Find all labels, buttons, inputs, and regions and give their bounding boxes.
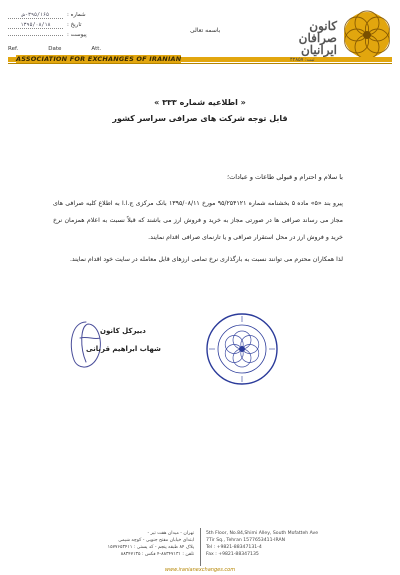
fa-address-line: پلاک ۸۴ طبقه پنجم - کد پستی : ۱۵۷۷۶۵۳۴۱۱ [107,545,194,550]
fa-address-line: تلفن : ۸۸۳۴۷۱۳۱-۴ فکس : ۸۸۳۴۷۱۳۵ [120,552,194,557]
notice-subtitle: قابل توجه شرکت های صرافی سراسر کشور [112,114,288,123]
notice-title: « اطلاعیه شماره ۳۳۳ » [154,98,246,107]
bismillah-text: باسمه تعالی [190,27,221,34]
registration-number: ثبت: ۴۲۸۵۷ [290,57,315,63]
fa-address-line: تهران - میدان هفت تیر - [147,531,194,536]
website-link[interactable]: www.iranianexchanges.com [164,567,236,573]
meta-attachment-label: پیوست : [67,32,87,38]
ref-date-att-row [8,46,101,52]
meta-date-label: تاریخ : [67,22,82,28]
letter-footer [0,528,400,575]
en-address-line: 7Tir Sq., Tehran 1577653411-IRAN [206,538,286,543]
association-logo [262,10,392,60]
date-label: Date [48,46,62,52]
persian-address [44,530,194,558]
meta-date-row [8,20,128,30]
meta-date-value: ۱۳۹۵/۰۸/۱۸ [8,22,63,29]
bar-underline [8,63,392,64]
logo-line-2: صرافان [298,31,337,45]
footer-divider [200,528,201,566]
en-address-line: 5th Floor, No.84,Shimi Alley, South Mofatteh Ave [206,531,319,536]
meta-attachment-value [8,35,63,36]
logo-line-3: ایرانیان [300,43,337,57]
meta-number-value: ۳۹۵/۱۶۵-ش [8,12,63,19]
logo-line-1: کانون [309,19,337,33]
fa-address-line: ابتدای خیابان مفتح جنوبی - کوچه شیمی [118,538,194,543]
signatory-name: شهاب ابراهیم قربانی [86,345,161,353]
association-seal-icon [205,312,279,386]
signatory-title: دبیرکل کانون [100,327,146,335]
en-address-line: Tel : +9821-88347131-4 [206,545,262,550]
english-address [206,530,356,558]
logo-text [299,20,337,56]
salutation: با سلام و احترام و قبولی طاعات و عبادات؛ [227,173,343,181]
association-english-name: ASSOCIATION FOR EXCHANGES OF IRANIAN [16,55,182,63]
en-address-line: Fax : +9821-88347135 [206,552,259,557]
letter-meta [8,10,128,40]
att-label: Att. [91,46,102,52]
ref-label: Ref. [8,46,19,52]
meta-number-row [8,10,128,20]
rosette-logo-icon [342,10,392,60]
header-bar [8,57,392,63]
meta-number-label: شماره : [67,12,86,18]
closing-line: لذا همکاران محترم می توانند نسبت به بارگذاری نرخ تمامی ارزهای قابل معامله در سایت خود اقدام نمایند. [69,256,343,263]
body-paragraph: پیرو بند «۵» ماده ۵ بخشنامه شماره ۹۵/۲۵۴۱۲۱ مورخ ۱۳۹۵/۰۸/۱۱ بانک مرکزی ج.ا.ا به اطلاع کلیه صرافی های مجاز می رساند صرافی ها در صورتی مجاز به خرید و فروش ارز می باشند که قبلاً نسبت به اعلام همزمان نرخ خرید و فروش ارز در محل استقرار صرافی و یا تارنمای صرافی اقدام نمایند. [53,200,343,241]
meta-attachment-row [8,30,128,40]
